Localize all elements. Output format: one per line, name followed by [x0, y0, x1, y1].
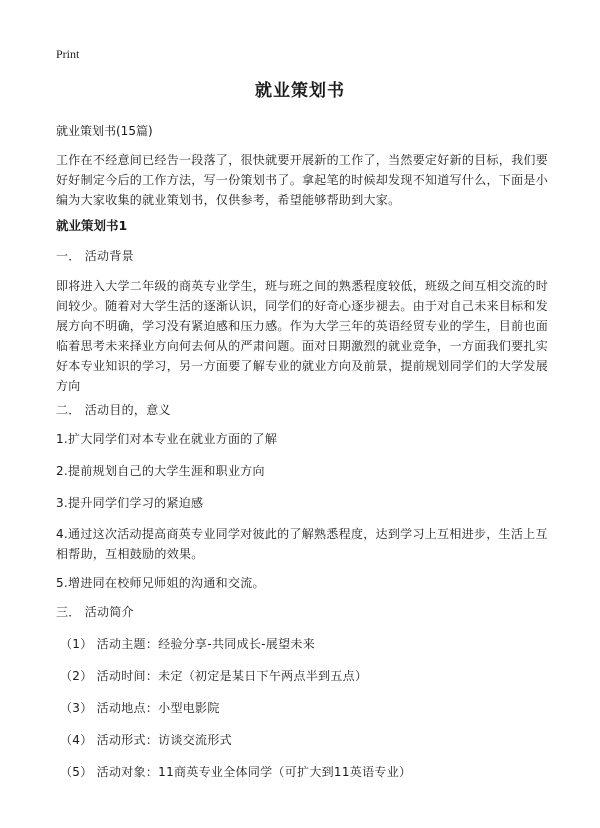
- purpose-item: 4.通过这次活动提高商英专业同学对彼此的了解熟悉程度，达到学习上互相进步，生活上互相帮助，互相鼓励的效果。: [56, 527, 548, 561]
- purpose-item: 3.提升同学们学习的紧迫感: [56, 496, 204, 510]
- intro-paragraph: 工作在不经意间已经告一段落了，很快就要开展新的工作了，当然要定好新的目标，我们要好好制定今后的工作方法，写一份策划书了。拿起笔的时候却发现不知道写什么，下面是小编为大家收集的就业策划书，仅供参考，希望能够帮助到大家。: [56, 153, 549, 207]
- heading-background: 一． 活动背景: [56, 249, 134, 263]
- detail-item: （2） 活动时间：未定（初定是某日下午两点半到五点）: [60, 669, 368, 683]
- document-subtitle: 就业策划书(15篇): [56, 124, 153, 138]
- detail-item: （4） 活动形式：访谈交流形式: [60, 733, 232, 747]
- detail-item: （3） 活动地点：小型电影院: [60, 701, 220, 715]
- purpose-item: 5.增进同在校师兄师姐的沟通和交流。: [56, 576, 265, 590]
- heading-purpose: 二． 活动目的，意义: [56, 403, 171, 417]
- print-link[interactable]: Print: [56, 47, 80, 61]
- section-title: 就业策划书1: [56, 218, 128, 233]
- purpose-item: 2.提前规划自己的大学生涯和职业方向: [56, 464, 265, 478]
- heading-intro: 三． 活动简介: [56, 605, 134, 619]
- background-paragraph: 即将进入大学二年级的商英专业学生，班与班之间的熟悉程度较低，班级之间互相交流的时间较少。随着对大学生活的逐渐认识，同学们的好奇心逐步褪去。由于对自己未来目标和发展方向不明确，学习没有紧迫感和压力感。作为大学三年的英语经贸专业的学生，目前也面临着思考未来择业方向何去何从的严肃问题。面对日期激烈的就业竞争，一方面我们要扎实好本专业知识的学习，另一方面要了解专业的就业方向及前景，提前规划同学们的大学发展方向: [56, 279, 549, 393]
- purpose-item: 1.扩大同学们对本专业在就业方面的了解: [56, 432, 278, 446]
- detail-item: （1） 活动主题：经验分享-共同成长-展望未来: [60, 637, 316, 651]
- detail-item: （5） 活动对象：11商英专业全体同学（可扩大到11英语专业）: [60, 765, 412, 779]
- document-title: 就业策划书: [255, 81, 345, 101]
